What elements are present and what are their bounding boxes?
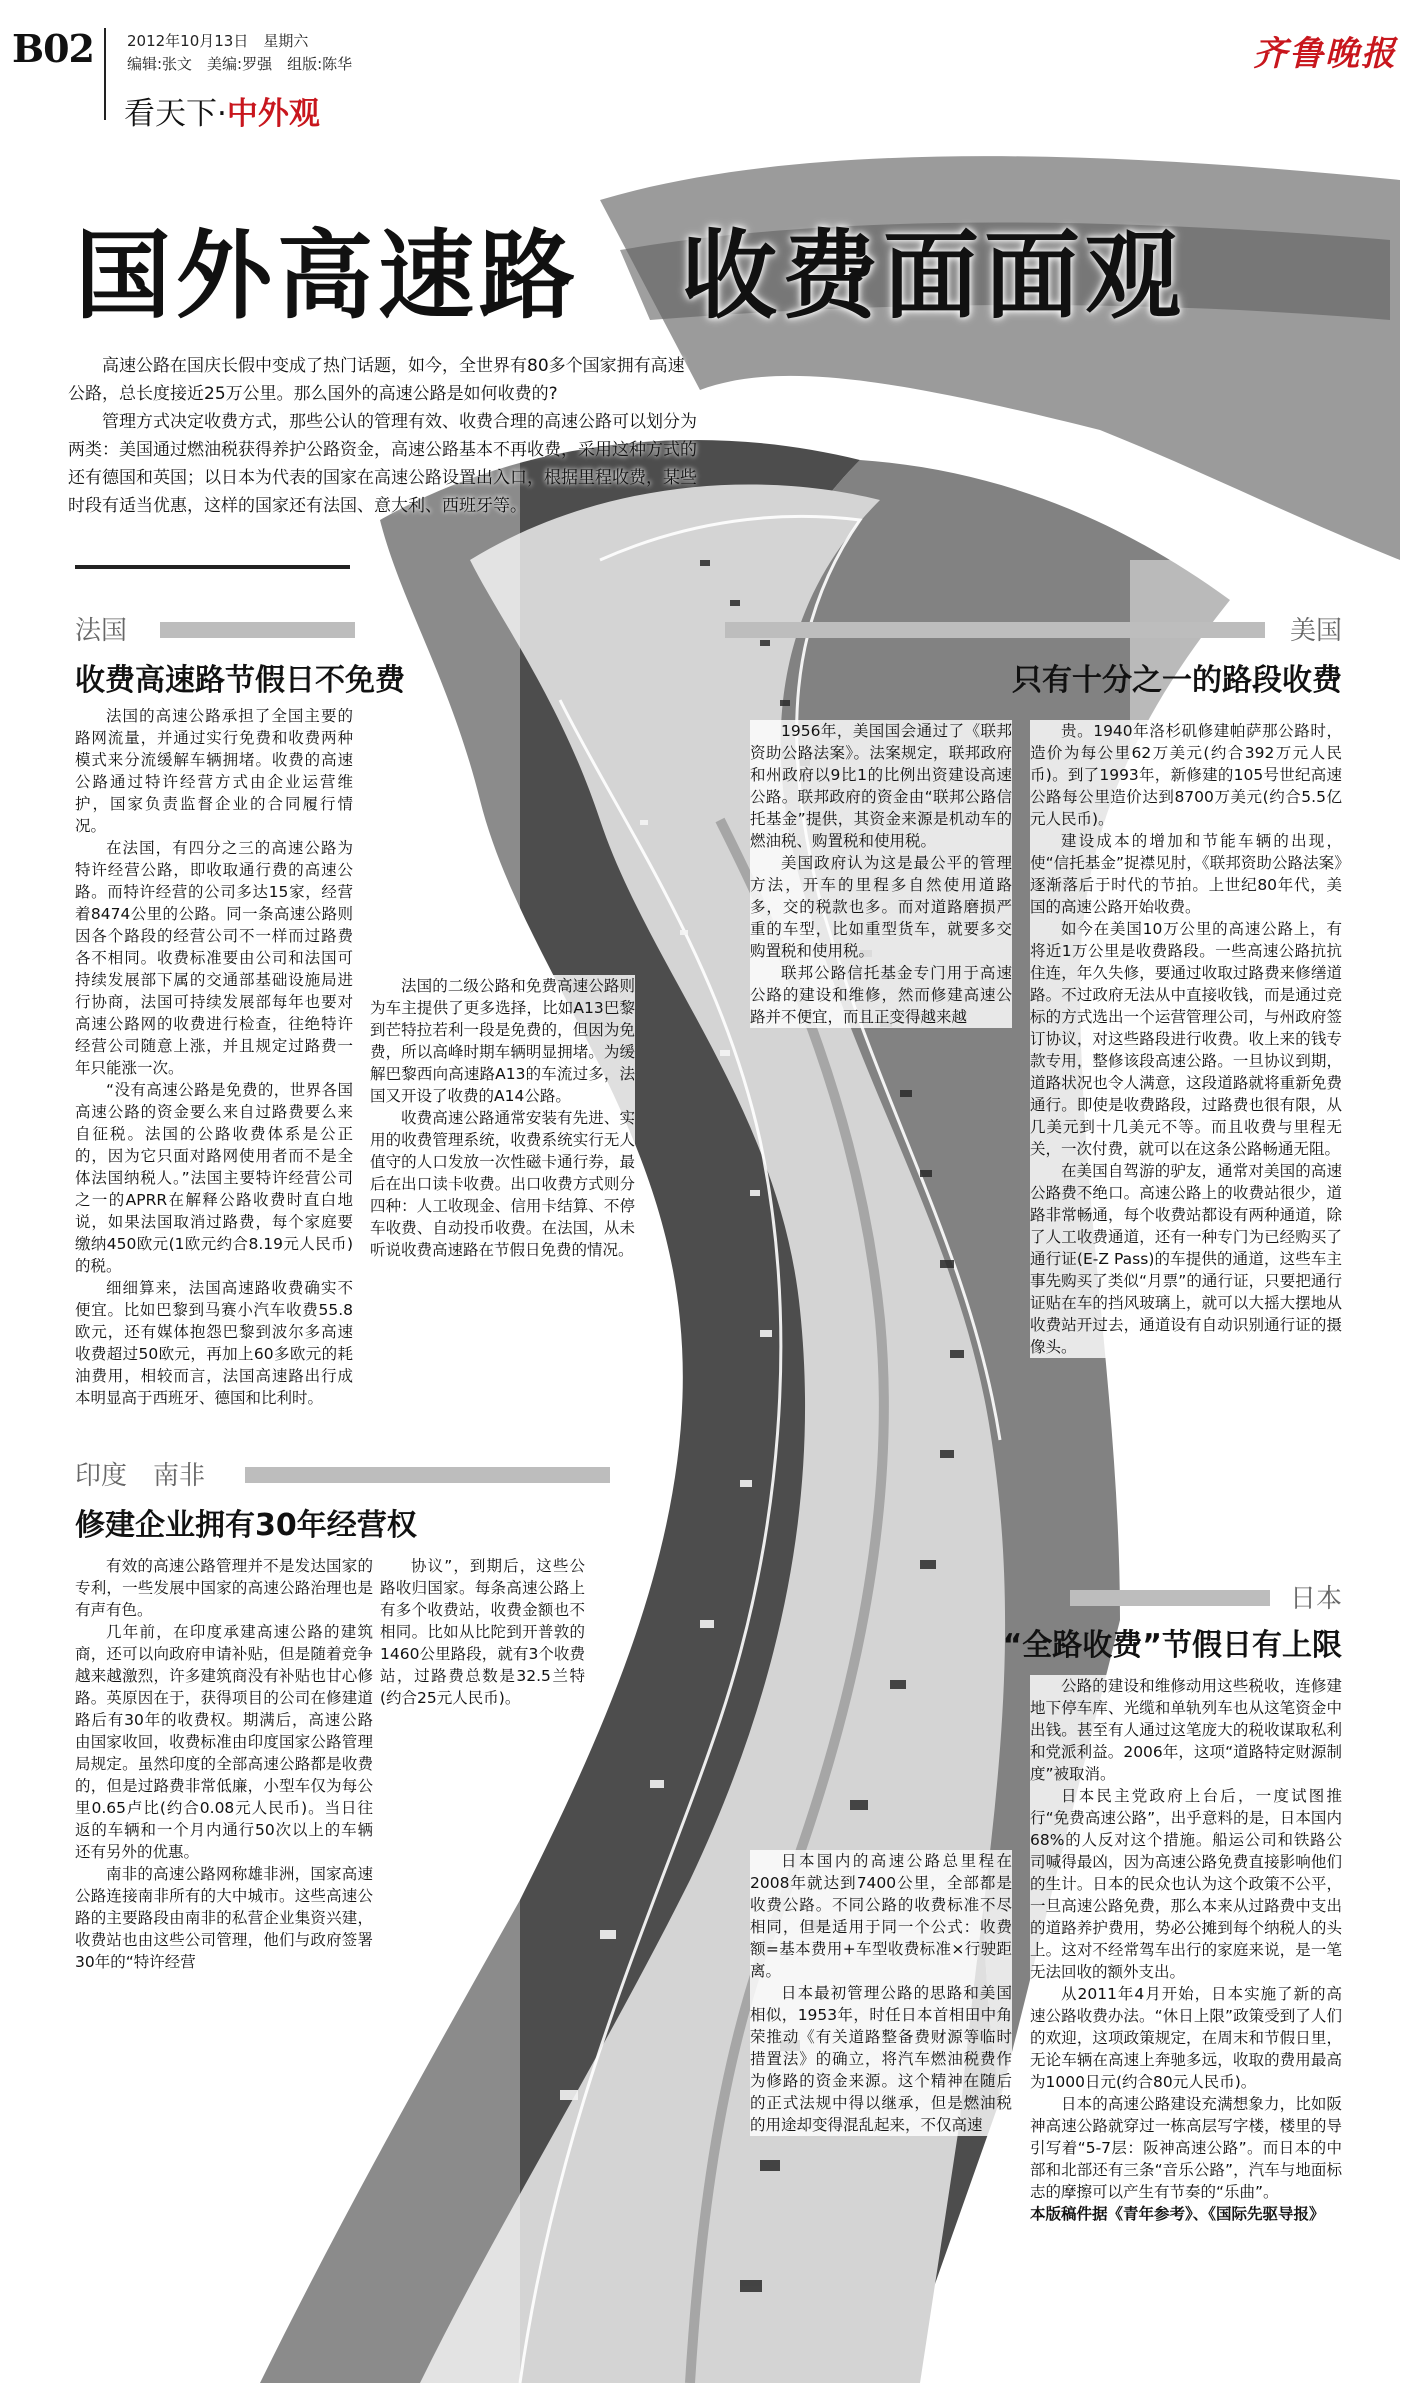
article-paragraph: 日本的高速公路建设充满想象力，比如阪神高速公路就穿过一栋高层写字楼，楼里的导引写着“5-7层：阪神高速公路”。而日本的中部和北部还有三条“音乐公路”，汽车与地面标志的摩擦可以产生有节奏的“乐曲”。 (1030, 2095, 1342, 2201)
article-paragraph: 几年前，在印度承建高速公路的建筑商，还可以向政府申请补贴，但是随着竞争越来越激烈，许多建筑商没有补贴也甘心修路。英原因在于，获得项目的公司在修建道路后有30年的收费权。期满后，高速公路由国家收回，收费标准由印度国家公路管理局规定。虽然印度的全部高速公路都是收费的，但是过路费非常低廉，小型车仅为每公里0.65卢比(约合0.08元人民币)。当日往返的车辆和一个月内通行50次以上的车辆还有另外的优惠。 (75, 1623, 373, 1861)
article-paragraph: 日本民主党政府上台后，一度试图推行“免费高速公路”，出乎意料的是，日本国内68%的人反对这个措施。船运公司和铁路公司喊得最凶，因为高速公路免费直接影响他们的生计。日本的民众也认为这个政策不公平，一旦高速公路免费，那么本来从过路费中支出的道路养护费用，势必公摊到每个纳税人的头上。这对不经常驾车出行的家庭来说，是一笔无法回收的额外支出。 (1030, 1787, 1342, 1981)
country-label-india-south-africa: 印度 南非 (75, 1461, 206, 1491)
article-paragraph: 协议”，到期后，这些公路收归国家。每条高速公路上有多个收费站，收费金额也不相同。比如从比陀到开普敦的1460公里路段，就有3个收费站，过路费总数是32.5兰特(约合25元人民币)。 (380, 1557, 585, 1707)
intro-text (68, 352, 698, 520)
section-header (124, 88, 320, 133)
page-number: B02 (12, 26, 94, 71)
japan-col-2 (1030, 1675, 1342, 2225)
staff-line: 编辑:张文 美编:罗强 组版:陈华 (127, 55, 353, 73)
section-prefix: 看天下· (124, 96, 227, 132)
country-label-japan: 日本 (1289, 1584, 1342, 1614)
usa-col-2 (1030, 720, 1342, 1358)
article-paragraph: 建设成本的增加和节能车辆的出现，使“信托基金”捉襟见肘，《联邦资助公路法案》逐渐落后于时代的节拍。上世纪80年代，美国的高速公路开始收费。 (1030, 832, 1342, 916)
france-col-2 (370, 975, 635, 1261)
article-paragraph: 在美国自驾游的驴友，通常对美国的高速公路费不绝口。高速公路上的收费站很少，道路非常畅通，每个收费站都设有两种通道，除了人工收费通道，还有一种专门为已经购买了通行证(E-Z Pass)的车提供的通道，这些车主事先购买了类似“月票”的通行证，只要把通行证贴在车的挡风玻璃上，就可以大摇大摆地从收费站开过去，通道设有自动识别通行证的摄像头。 (1030, 1162, 1342, 1356)
article-paragraph: 收费高速公路通常安装有先进、实用的收费管理系统，收费系统实行无人值守的人口发放一次性磁卡通行券，最后在出口读卡收费。出口收费方式则分四种：人工收现金、信用卡结算、不停车收费、自动投币收费。在法国，从未听说收费高速路在节假日免费的情况。 (370, 1109, 635, 1259)
india-subtitle: 修建企业拥有30年经营权 (75, 1508, 417, 1543)
article-paragraph: 从2011年4月开始，日本实施了新的高速公路收费办法。“休日上限”政策受到了人们的欢迎，这项政策规定，在周末和节假日里，无论车辆在高速上奔驰多远，收取的费用最高为1000日元(约合80元人民币)。 (1030, 1985, 1342, 2091)
article-paragraph: 在法国，有四分之三的高速公路为特许经营公路，即收取通行费的高速公路。而特许经营的公司多达15家，经营着8474公里的公路。同一条高速公路则因各个路段的经营公司不一样而过路费各不相同。收费标准要由公司和法国可持续发展部下属的交通部基础设施局进行协商，法国可持续发展部每年也要对高速公路网的收费进行检查，往绝特许经营公司随意上涨，并且规定过路费一年只能涨一次。 (75, 839, 353, 1077)
india-col-1 (75, 1555, 373, 1973)
article-paragraph: 法国的二级公路和免费高速公路则为车主提供了更多选择，比如A13巴黎到芒特拉若利一段是免费的，但因为免费，所以高峰时期车辆明显拥堵。为缓解巴黎西向高速路A13的车流过多，法国又开设了收费的A14公路。 (370, 977, 635, 1105)
article-paragraph: 日本国内的高速公路总里程在2008年就达到7400公里，全部都是收费公路。不同公路的收费标准不尽相同，但是适用于同一个公式：收费额=基本费用+车型收费标准×行驶距离。 (750, 1852, 1012, 1980)
section-name: 中外观 (226, 96, 320, 132)
article-paragraph: 法国的高速公路承担了全国主要的路网流量，并通过实行免费和收费两种模式来分流缓解车辆拥堵。收费的高速公路通过特许经营方式由企业运营维护，国家负责监督企业的合同履行情况。 (75, 707, 353, 835)
article-paragraph: 如今在美国10万公里的高速公路上，有将近1万公里是收费路段。一些高速公路抗抗住连，年久失修，要通过收取过路费来修缮道路。不过政府无法从中直接收钱，而是通过竞标的方式选出一个运营管理公司，与州政府签订协议，对这些路段进行收费。收上来的钱专款专用，整修该段高速公路。一旦协议到期，道路状况也令人满意，这段道路就将重新免费通行。即使是收费路段，过路费也很有限，从几美元到十几美元不等。而且收费与里程无关，一次付费，就可以在这条公路畅通无阻。 (1030, 920, 1342, 1158)
page-headline: 国外高速路 收费面面观 (75, 220, 1186, 332)
country-bar (245, 1467, 610, 1483)
article-paragraph: 1956年，美国国会通过了《联邦资助公路法案》。法案规定，联邦政府和州政府以9比1的比例出资建设高速公路。联邦政府的资金由“联邦公路信托基金”提供，其资金来源是机动车的燃油税、购置税和使用税。 (750, 722, 1012, 850)
country-bar (1070, 1590, 1270, 1606)
japan-subtitle: “全路收费”节假日有上限 (1002, 1628, 1342, 1663)
newspaper-logo: 齐鲁晚报 (1253, 34, 1397, 74)
date-line: 2012年10月13日 星期六 (127, 32, 309, 50)
article-paragraph: 公路的建设和维修动用这些税收，连修建地下停车库、光缆和单轨列车也从这笔资金中出钱。甚至有人通过这笔庞大的税收谋取私利和党派利益。2006年，这项“道路特定财源制度”被取消。 (1030, 1677, 1342, 1783)
japan-col-1 (750, 1850, 1012, 2136)
france-subtitle: 收费高速路节假日不免费 (75, 663, 405, 698)
country-bar (160, 622, 355, 638)
article-paragraph: 贵。1940年洛杉矶修建帕萨那公路时，造价为每公里62万美元(约合392万元人民币)。到了1993年，新修建的105号世纪高速公路每公里造价达到8700万美元(约合5.5亿元人民币)。 (1030, 722, 1342, 828)
usa-subtitle: 只有十分之一的路段收费 (1012, 663, 1342, 698)
india-col-2 (380, 1555, 585, 1709)
intro-rule (75, 565, 350, 569)
masthead-divider (104, 28, 106, 120)
usa-col-1 (750, 720, 1012, 1028)
article-paragraph: 日本最初管理公路的思路和美国相似，1953年，时任日本首相田中角荣推动《有关道路整备费财源等临时措置法》的确立，将汽车燃油税费作为修路的资金来源。这个精神在随后的正式法规中得以继承，但是燃油税的用途却变得混乱起来，不仅高速 (750, 1984, 1012, 2134)
country-label-usa: 美国 (1289, 616, 1342, 646)
article-paragraph: 南非的高速公路网称雄非洲，国家高速公路连接南非所有的大中城市。这些高速公路的主要路段由南非的私营企业集资兴建，收费站也由这些公司管理，他们与政府签署30年的“特许经营 (75, 1865, 373, 1971)
article-paragraph: 有效的高速公路管理并不是发达国家的专利，一些发展中国家的高速公路治理也是有声有色。 (75, 1557, 373, 1619)
country-label-france: 法国 (75, 616, 128, 646)
intro-paragraph: 管理方式决定收费方式，那些公认的管理有效、收费合理的高速公路可以划分为两类：美国通过燃油税获得养护公路资金，高速公路基本不再收费，采用这种方式的还有德国和英国；以日本为代表的国家在高速公路设置出入口，根据里程收费，某些时段有适当优惠，这样的国家还有法国、意大利、西班牙等。 (68, 412, 697, 516)
country-bar (725, 622, 1265, 638)
france-col-1 (75, 705, 353, 1409)
intro-paragraph: 高速公路在国庆长假中变成了热门话题，如今，全世界有80多个国家拥有高速公路，总长度接近25万公里。那么国外的高速公路是如何收费的? (68, 356, 685, 404)
article-paragraph: 美国政府认为这是最公平的管理方法，开车的里程多自然使用道路多，交的税款也多。而对道路磨损严重的车型，比如重型货车，就要多交购置税和使用税。 (750, 854, 1012, 960)
article-paragraph: “没有高速公路是免费的，世界各国高速公路的资金要么来自过路费要么来自征税。法国的公路收费体系是公正的，因为它只面对路网使用者而不是全体法国纳税人。”法国主要特许经营公司之一的APRR在解释公路收费时直白地说，如果法国取消过路费，每个家庭要缴纳450欧元(1欧元约合8.19元人民币)的税。 (75, 1081, 353, 1275)
article-paragraph: 联邦公路信托基金专门用于高速公路的建设和维修，然而修建高速公路并不便宜，而且正变得越来越 (750, 964, 1012, 1026)
article-paragraph: 细细算来，法国高速路收费确实不便宜。比如巴黎到马赛小汽车收费55.8欧元，还有媒体抱怨巴黎到波尔多高速收费超过50欧元，再加上60多欧元的耗油费用，相较而言，法国高速路出行成本明显高于西班牙、德国和比利时。 (75, 1279, 353, 1407)
source-credit: 本版稿件据《青年参考》、《国际先驱导报》 (1030, 2205, 1325, 2223)
